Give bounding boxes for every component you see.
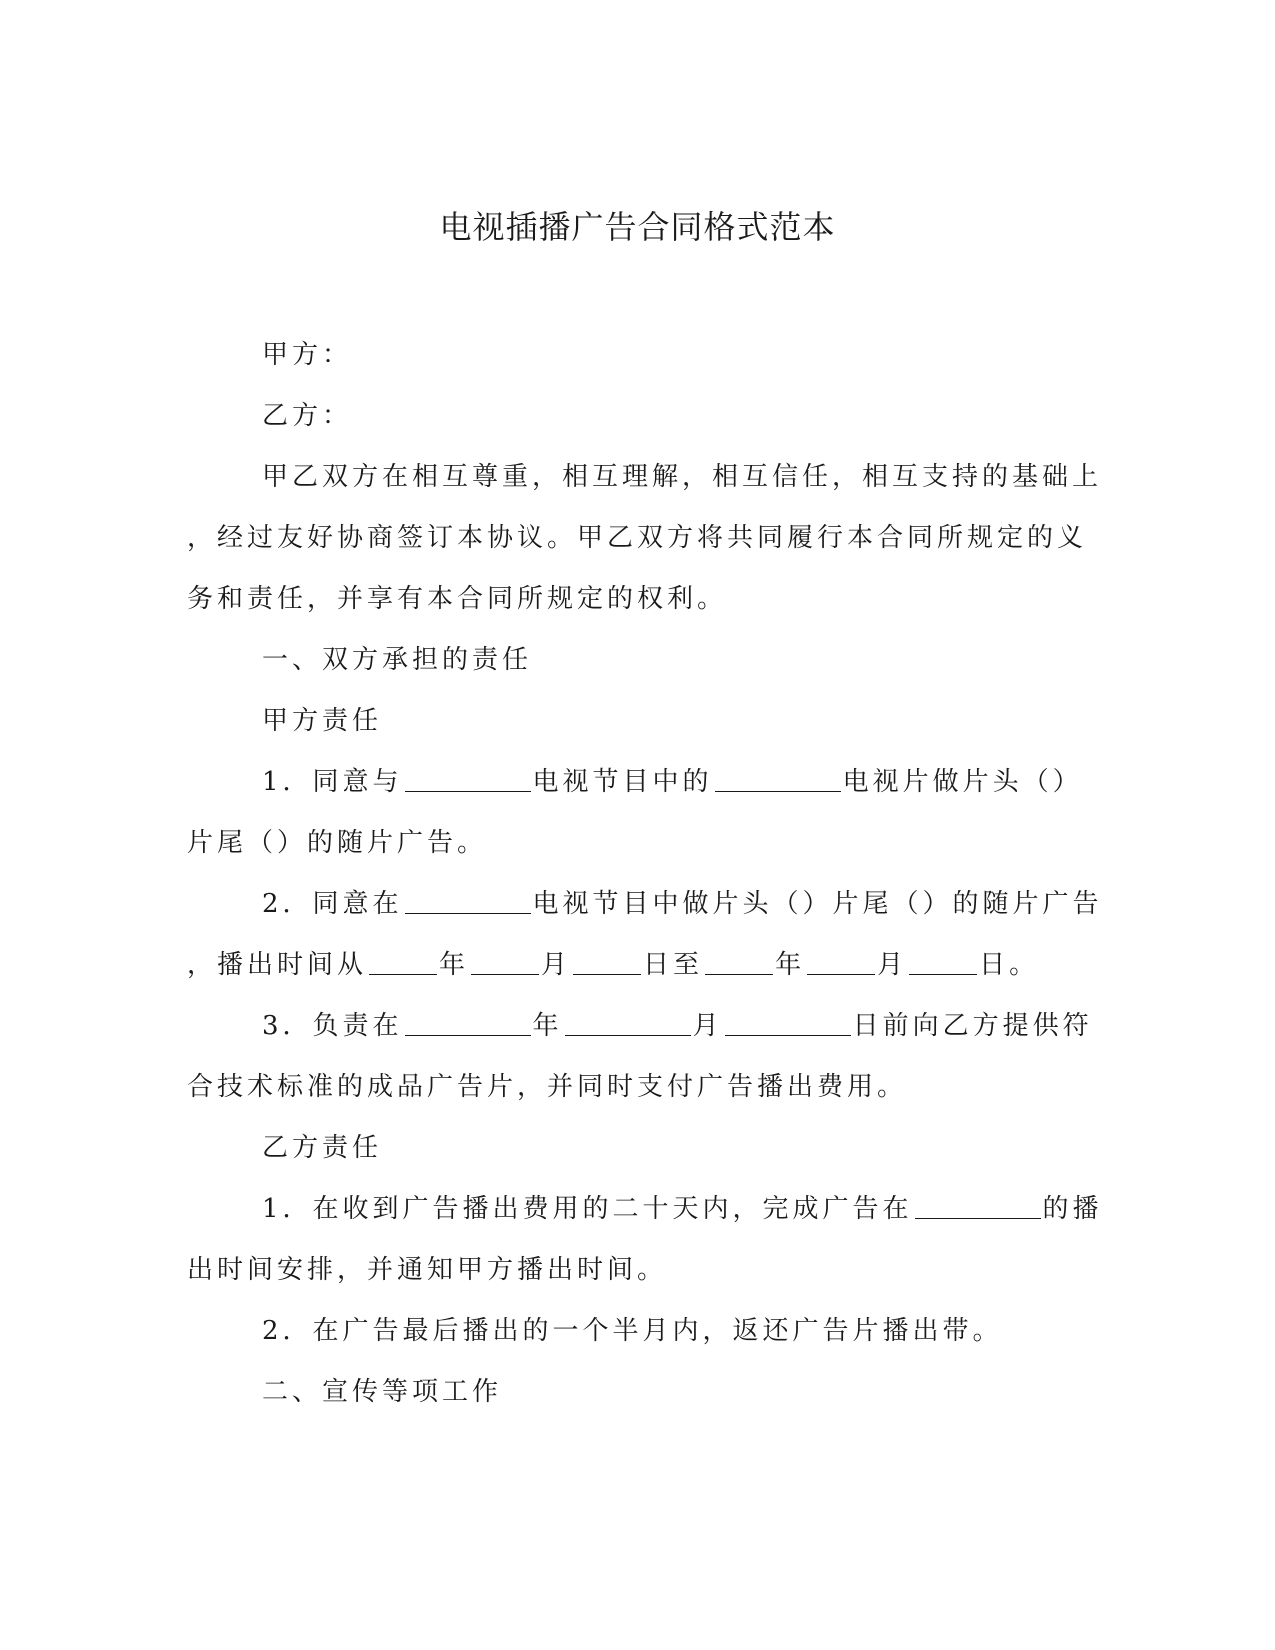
clause-a3-line-2: 合技术标准的成品广告片，并同时支付广告播出费用。	[187, 1072, 908, 1102]
document-body	[187, 325, 1103, 1423]
party-a-line: 甲方：	[262, 340, 353, 370]
clause-a3-text: 日前向乙方提供符	[852, 1011, 1093, 1041]
month-label: 月	[692, 1011, 723, 1041]
clause-b1-line-1	[187, 1179, 1103, 1240]
blank-field[interactable]	[573, 950, 641, 975]
blank-field[interactable]	[915, 1194, 1041, 1219]
blank-field[interactable]	[715, 767, 841, 792]
intro-line-3: 务和责任，并享有本合同所规定的权利。	[187, 584, 728, 614]
party-a-duties-heading: 甲方责任	[262, 706, 383, 736]
clause-a3-text: 3．负责在	[262, 1011, 403, 1041]
clause-b1-line-2: 出时间安排，并通知甲方播出时间。	[187, 1255, 668, 1285]
party-b-line: 乙方：	[262, 401, 353, 431]
blank-field[interactable]	[909, 950, 977, 975]
intro-line-2: ，经过友好协商签订本协议。甲乙双方将共同履行本合同所规定的义	[187, 523, 1088, 553]
year-label: 年	[439, 950, 470, 980]
blank-field[interactable]	[405, 889, 531, 914]
month-label: 月	[877, 950, 908, 980]
blank-field[interactable]	[725, 1011, 851, 1036]
blank-field[interactable]	[405, 767, 531, 792]
clause-a1-text: 电视片做片头（）	[842, 767, 1083, 797]
clause-a2-text: 电视节目中做片头（）片尾（）的随片广告	[532, 889, 1103, 919]
blank-field[interactable]	[565, 1011, 691, 1036]
day-to-label: 日至	[643, 950, 704, 980]
party-b-duties-heading: 乙方责任	[262, 1133, 383, 1163]
section-2-heading: 二、宣传等项工作	[262, 1377, 503, 1407]
clause-a3-line-1	[187, 996, 1093, 1057]
year-label: 年	[532, 1011, 563, 1041]
clause-a1-text: 电视节目中的	[532, 767, 713, 797]
blank-field[interactable]	[471, 950, 539, 975]
section-1-heading: 一、双方承担的责任	[262, 645, 533, 675]
clause-a2-text: ，播出时间从	[187, 950, 368, 980]
clause-a2-text: 2．同意在	[262, 889, 403, 919]
clause-a2-line-1	[187, 874, 1103, 935]
blank-field[interactable]	[705, 950, 773, 975]
clause-a2-line-2	[187, 935, 1067, 996]
blank-field[interactable]	[405, 1011, 531, 1036]
clause-a1-line-1	[187, 752, 1083, 813]
clause-b1-text: 的播	[1042, 1194, 1103, 1224]
clause-b2-line: 2．在广告最后播出的一个半月内，返还广告片播出带。	[262, 1316, 1003, 1346]
document-title: 电视插播广告合同格式范本	[439, 208, 836, 246]
intro-line-1: 甲乙双方在相互尊重，相互理解，相互信任，相互支持的基础上	[262, 462, 1103, 492]
year-label: 年	[775, 950, 806, 980]
month-label: 月	[541, 950, 572, 980]
clause-b1-text: 1．在收到广告播出费用的二十天内，完成广告在	[262, 1194, 913, 1224]
blank-field[interactable]	[369, 950, 437, 975]
clause-a1-text: 1．同意与	[262, 767, 403, 797]
clause-a1-line-2: 片尾（）的随片广告。	[187, 828, 488, 858]
blank-field[interactable]	[807, 950, 875, 975]
day-end-label: 日。	[979, 950, 1040, 980]
